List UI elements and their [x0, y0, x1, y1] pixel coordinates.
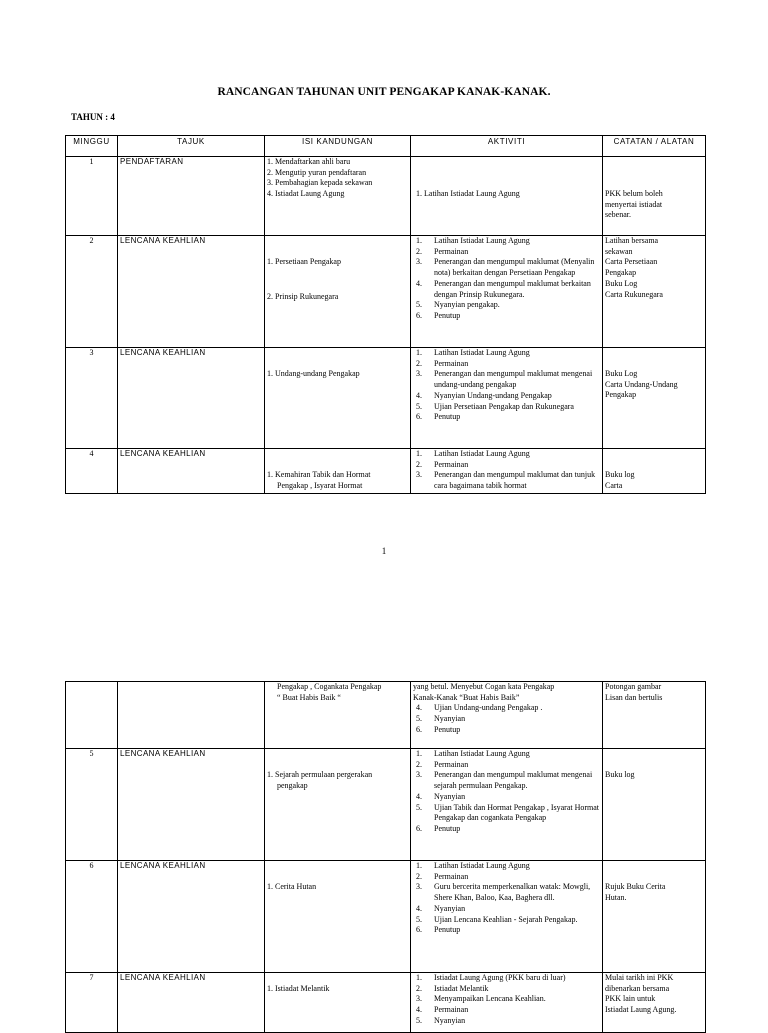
item-number: 2.	[416, 459, 422, 469]
aktiviti-list	[413, 236, 600, 322]
catatan-line: Potongan gambar	[605, 682, 662, 691]
catatan-cell	[603, 236, 706, 348]
aktiviti-item	[413, 1005, 600, 1016]
aktiviti-item	[413, 760, 600, 771]
minggu-cell	[66, 682, 118, 749]
tajuk-cell: LENCANA KEAHLIAN	[118, 449, 265, 494]
aktiviti-item	[413, 770, 600, 791]
header-catatan: CATATAN / ALATAN	[603, 136, 706, 157]
plan-table-page-2	[65, 681, 706, 1033]
item-text: Penerangan dan mengumpul maklumat mengenai undang-undang pengakap	[434, 369, 593, 390]
item-text: Permainan	[434, 358, 469, 368]
minggu-cell: 7	[66, 973, 118, 1033]
item-number: 6.	[416, 412, 422, 422]
header-minggu: MINGGU	[66, 136, 118, 157]
page-number: 1	[381, 546, 387, 556]
isi-line: Pengakap , Cogankata Pengakap	[277, 682, 382, 691]
item-number: 2.	[416, 759, 422, 769]
item-number: 5.	[416, 802, 422, 812]
minggu-cell: 2	[66, 236, 118, 348]
table-row	[66, 348, 706, 449]
catatan-line: menyertai istiadat	[605, 199, 663, 209]
catatan-line: PKK lain untuk	[605, 994, 656, 1004]
tajuk-cell	[118, 682, 265, 749]
item-number: 4.	[416, 278, 422, 288]
aktiviti-cell	[411, 682, 603, 749]
tajuk-cell: LENCANA KEAHLIAN	[118, 749, 265, 861]
aktiviti-item	[413, 749, 600, 760]
item-text: Ujian Lencana Keahlian - Sejarah Pengakap.	[434, 914, 578, 924]
item-number: 5.	[416, 401, 422, 411]
catatan-line: Mulai tarikh ini PKK	[605, 973, 674, 982]
item-number: 5.	[416, 714, 422, 724]
item-number: 2.	[416, 246, 422, 256]
aktiviti-line: Kanak-Kanak “Buat Habis Baik”	[413, 692, 520, 702]
item-text: Istiadat Melantik	[434, 983, 489, 993]
item-number: 6.	[416, 724, 422, 734]
table-row	[66, 157, 706, 236]
aktiviti-item	[413, 915, 600, 926]
table-row-continued	[66, 682, 706, 749]
item-number: 5.	[416, 1015, 422, 1025]
item-number: 1.	[416, 861, 422, 870]
aktiviti-item	[413, 973, 600, 984]
aktiviti-list	[413, 348, 600, 423]
isi-cell	[265, 449, 411, 494]
aktiviti-item	[413, 994, 600, 1005]
catatan-line: Rujuk Buku Cerita	[605, 882, 666, 891]
aktiviti-list	[413, 973, 600, 1027]
tajuk-cell: PENDAFTARAN	[118, 157, 265, 236]
table-row	[66, 749, 706, 861]
catatan-line: sebenar.	[605, 210, 631, 220]
item-number: 3.	[416, 470, 422, 480]
item-number: 3.	[416, 257, 422, 267]
aktiviti-item	[413, 460, 600, 471]
item-text: Penerangan dan mengumpul maklumat (Menyalin nota) berkaitan dengan Persetiaan Pengakap	[434, 257, 595, 278]
tajuk-cell: LENCANA KEAHLIAN	[118, 348, 265, 449]
item-number: 3.	[416, 994, 422, 1004]
item-text: Menyampaikan Lencana Keahlian.	[434, 994, 546, 1004]
catatan-line: Pengakap	[605, 390, 637, 400]
isi-line: 4. Istiadat Laung Agung	[267, 189, 345, 199]
catatan-line: dibenarkan bersama	[605, 983, 670, 993]
item-number: 4.	[416, 1005, 422, 1015]
aktiviti-item	[413, 412, 600, 423]
header-isi-kandungan: ISI KANDUNGAN	[265, 136, 411, 157]
aktiviti-cell	[411, 449, 603, 494]
isi-line: 3. Pembahagian kepada sekawan	[267, 178, 373, 188]
aktiviti-item	[413, 714, 600, 725]
aktiviti-item	[413, 792, 600, 803]
item-text: Permainan	[434, 759, 469, 769]
aktiviti-cell	[411, 236, 603, 348]
catatan-cell	[603, 449, 706, 494]
item-number: 5.	[416, 914, 422, 924]
isi-line: 1. Mendaftarkan ahli baru	[267, 157, 351, 166]
isi-line: 1. Sejarah permulaan pergerakan	[267, 770, 373, 779]
item-text: Latihan Istiadat Laung Agung	[434, 861, 530, 870]
aktiviti-item	[413, 904, 600, 915]
item-text: Ujian Tabik dan Hormat Pengakap , Isyarat Hormat Pengakap dan cogankata Pengakap	[434, 802, 600, 823]
item-number: 1.	[416, 749, 422, 758]
item-text: Penerangan dan mengumpul maklumat dan tunjuk cara bagaimana tabik hormat	[434, 470, 596, 491]
aktiviti-item	[413, 470, 600, 491]
tajuk-cell: LENCANA KEAHLIAN	[118, 236, 265, 348]
table-row	[66, 861, 706, 973]
isi-line: 2. Prinsip Rukunegara	[267, 291, 339, 301]
tajuk-cell: LENCANA KEAHLIAN	[118, 973, 265, 1033]
catatan-line: sekawan	[605, 246, 633, 256]
aktiviti-cell	[411, 348, 603, 449]
catatan-line: Istiadat Laung Agung.	[605, 1005, 677, 1015]
tajuk-cell: LENCANA KEAHLIAN	[118, 861, 265, 973]
item-number: 4.	[416, 903, 422, 913]
catatan-cell	[603, 861, 706, 973]
catatan-line: Pengakap	[605, 268, 637, 278]
item-number: 3.	[416, 770, 422, 780]
item-number: 1.	[416, 236, 422, 245]
catatan-line: Carta	[605, 480, 623, 490]
catatan-line: Buku Log	[605, 278, 638, 288]
catatan-line: Buku Log	[605, 369, 638, 378]
document-title: RANCANGAN TAHUNAN UNIT PENGAKAP KANAK-KANAK.	[217, 86, 551, 98]
item-text: Nyanyian	[434, 903, 466, 913]
item-text: Permainan	[434, 1005, 469, 1015]
item-text: Permainan	[434, 459, 469, 469]
aktiviti-item	[413, 369, 600, 390]
minggu-cell: 3	[66, 348, 118, 449]
aktiviti-item	[413, 348, 600, 359]
aktiviti-list	[413, 749, 600, 835]
item-number: 1.	[416, 973, 422, 982]
item-text: Penutup	[434, 412, 461, 422]
aktiviti-cell	[411, 861, 603, 973]
aktiviti-cell	[411, 749, 603, 861]
isi-cell	[265, 236, 411, 348]
item-number: 4.	[416, 703, 422, 713]
catatan-line: Carta Undang-Undang	[605, 379, 678, 389]
aktiviti-item	[413, 984, 600, 995]
aktiviti-list	[413, 703, 600, 735]
isi-line: Pengakap , Isyarat Hormat	[277, 480, 363, 490]
aktiviti-item	[413, 803, 600, 824]
catatan-line: Hutan.	[605, 892, 627, 902]
tahun-label: TAHUN : 4	[71, 112, 115, 122]
item-text: Penutup	[434, 724, 461, 734]
item-text: Nyanyian pengakap.	[434, 300, 500, 310]
item-number: 3.	[416, 369, 422, 379]
aktiviti-item	[413, 703, 600, 714]
item-text: Penerangan dan mengumpul maklumat mengenai sejarah permulaan Pengakap.	[434, 770, 593, 791]
item-text: Nyanyian	[434, 791, 466, 801]
item-text: Penutup	[434, 925, 461, 935]
item-text: Penutup	[434, 310, 461, 320]
aktiviti-item	[413, 861, 600, 872]
catatan-line: Buku log	[605, 470, 635, 479]
item-number: 6.	[416, 925, 422, 935]
item-number: 6.	[416, 310, 422, 320]
catatan-line: Carta Rukunegara	[605, 289, 663, 299]
isi-line: 1. Persetiaan Pengakap	[267, 257, 341, 266]
item-text: Latihan Istiadat Laung Agung	[434, 749, 530, 758]
item-text: Latihan Istiadat Laung Agung	[434, 236, 530, 245]
aktiviti-item	[413, 1016, 600, 1027]
header-tajuk: TAJUK	[118, 136, 265, 157]
isi-cell	[265, 861, 411, 973]
item-text: Ujian Undang-undang Pengakap .	[434, 703, 543, 713]
aktiviti-item	[413, 725, 600, 736]
item-text: Nyanyian	[434, 1015, 466, 1025]
item-text: Penerangan dan mengumpul maklumat berkaitan dengan Prinsip Rukunegara.	[434, 278, 591, 299]
item-text: Guru bercerita memperkenalkan watak: Mowgli, Shere Khan, Baloo, Kaa, Baghera dll.	[434, 882, 591, 903]
catatan-cell	[603, 157, 706, 236]
catatan-line: PKK belum boleh	[605, 189, 663, 198]
isi-line: 1. Cerita Hutan	[267, 882, 317, 891]
aktiviti-item	[413, 391, 600, 402]
minggu-cell: 4	[66, 449, 118, 494]
aktiviti-line: yang betul. Menyebut Cogan kata Pengakap	[413, 682, 555, 691]
aktiviti-list	[413, 449, 600, 492]
aktiviti-item	[413, 359, 600, 370]
aktiviti-item	[413, 449, 600, 460]
catatan-cell	[603, 749, 706, 861]
catatan-line: Carta Persetiaan	[605, 257, 658, 267]
table-header-row	[66, 136, 706, 157]
aktiviti-list	[413, 861, 600, 936]
item-number: 3.	[416, 882, 422, 892]
catatan-cell	[603, 682, 706, 749]
isi-line: 1. Istiadat Melantik	[267, 984, 330, 993]
item-number: 6.	[416, 823, 422, 833]
isi-line: pengakap	[277, 780, 308, 790]
item-number: 2.	[416, 358, 422, 368]
aktiviti-line: 1. Latihan Istiadat Laung Agung	[416, 189, 520, 198]
minggu-cell: 1	[66, 157, 118, 236]
aktiviti-item	[413, 824, 600, 835]
item-number: 4.	[416, 390, 422, 400]
table-row	[66, 236, 706, 348]
table-row	[66, 449, 706, 494]
aktiviti-item	[413, 311, 600, 322]
item-number: 2.	[416, 871, 422, 881]
item-text: Nyanyian Undang-undang Pengakap	[434, 390, 552, 400]
item-number: 5.	[416, 300, 422, 310]
item-number: 1.	[416, 449, 422, 458]
isi-cell	[265, 749, 411, 861]
aktiviti-item	[413, 925, 600, 936]
minggu-cell: 6	[66, 861, 118, 973]
header-aktiviti: AKTIVITI	[411, 136, 603, 157]
item-text: Latihan Istiadat Laung Agung	[434, 348, 530, 357]
item-text: Istiadat Laung Agung (PKK baru di luar)	[434, 973, 566, 982]
item-number: 4.	[416, 791, 422, 801]
plan-table-page-1	[65, 135, 706, 494]
item-text: Ujian Persetiaan Pengakap dan Rukunegara	[434, 401, 574, 411]
isi-line: 1. Kemahiran Tabik dan Hormat	[267, 470, 371, 479]
isi-line: 2. Mengutip yuran pendaftaran	[267, 167, 367, 177]
minggu-cell: 5	[66, 749, 118, 861]
isi-line: 1. Undang-undang Pengakap	[267, 369, 360, 378]
aktiviti-cell	[411, 157, 603, 236]
aktiviti-item	[413, 236, 600, 247]
isi-line: “ Buat Habis Baik “	[277, 692, 341, 702]
item-text: Latihan Istiadat Laung Agung	[434, 449, 530, 458]
catatan-line: Lisan dan bertulis	[605, 692, 663, 702]
aktiviti-item	[413, 402, 600, 413]
aktiviti-item	[413, 300, 600, 311]
catatan-line: Latihan bersama	[605, 236, 659, 245]
aktiviti-item	[413, 257, 600, 278]
aktiviti-item	[413, 882, 600, 903]
isi-cell	[265, 157, 411, 236]
aktiviti-item	[413, 872, 600, 883]
item-text: Penutup	[434, 823, 461, 833]
item-text: Permainan	[434, 246, 469, 256]
catatan-cell	[603, 348, 706, 449]
item-number: 2.	[416, 983, 422, 993]
item-number: 1.	[416, 348, 422, 357]
aktiviti-item	[413, 279, 600, 300]
catatan-line: Buku log	[605, 770, 635, 779]
isi-cell	[265, 682, 411, 749]
item-text: Nyanyian	[434, 714, 466, 724]
aktiviti-item	[413, 247, 600, 258]
item-text: Permainan	[434, 871, 469, 881]
isi-cell	[265, 348, 411, 449]
